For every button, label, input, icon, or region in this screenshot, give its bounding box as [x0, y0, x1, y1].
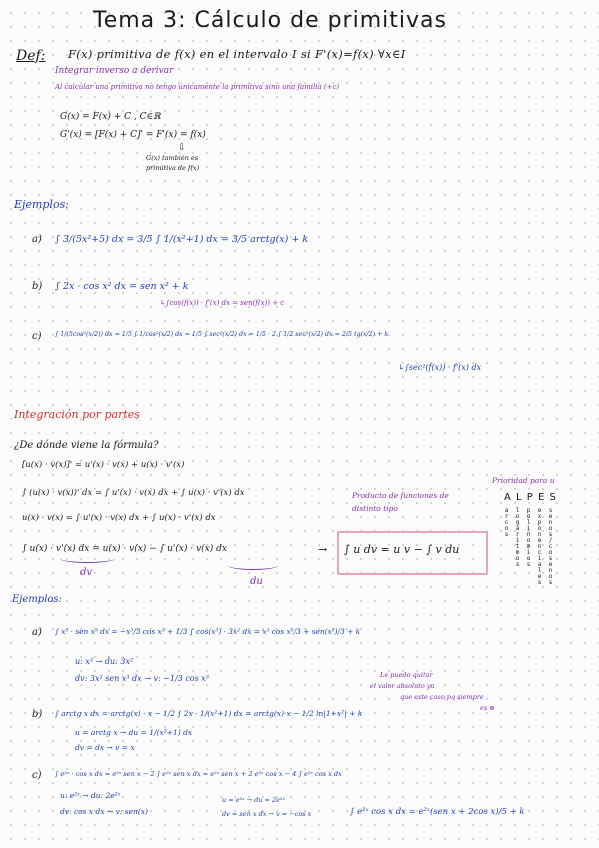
- side-note-2: distinto tipo: [352, 504, 398, 513]
- definition-note-2: Al calcular una primitiva no tengo únicamente la primitiva sino una familia (+c): [55, 83, 340, 91]
- down-arrow-icon: ⇩: [178, 143, 186, 153]
- ex2-c-formula: ∫ e²ˣ · cos x dx = e²ˣ sen x − 2 ∫ e²ˣ sen x dx = e²ˣ sen x + 2 e²ˣ cos x − 4 ∫ e²ˣ cos x dx: [55, 770, 342, 778]
- priority-title: Prioridad para u: [492, 476, 555, 485]
- dv-brace: [60, 554, 115, 563]
- priority-col-polinomios: polinomios: [525, 507, 532, 567]
- example-b-note: ↳∫cos(f(x)) · f'(x) dx = sen(f(x)) + c: [160, 299, 285, 307]
- page-title: Tema 3: Cálculo de primitivas: [93, 8, 447, 33]
- ex2-a-dv: dv: 3x² sen x³ dx → v: −1/3 cos x³: [75, 674, 209, 683]
- ex2-c-u2: u = e²ˣ → du = 2e²ˣ: [222, 796, 285, 804]
- parts-line-3: u(x) · v(x) = ∫ u'(x) · v(x) dx + ∫ u(x) · v'(x) dx: [22, 513, 216, 523]
- parts-heading: Integración por partes: [14, 408, 140, 421]
- g-note-1: G(x) también es: [146, 154, 199, 162]
- ex2-c-dv2: dv = sen x dx → v = −cos x: [222, 810, 312, 818]
- ex2-a-formula: ∫ x⁵ · sen x³ dx = −x³/3 cos x³ + 1/3 ∫ cos(x³) · 3x² dx = x³ cos x³/3 + sen(x³)/3 + k: [55, 627, 361, 636]
- example-c-formula: ∫ 1/(5cos²(x/2)) dx = 1/5 ∫ 1/cos²(x/2) dx = 1/5 ∫ sec²(x/2) dx = 1/5 · 2 ∫ 1/2 sec²(x/2) dx = 2/5 tg(x/2) + k: [55, 331, 389, 338]
- ex2-a-u: u: x³ → du: 3x²: [75, 657, 134, 666]
- examples-heading: Ejemplos:: [14, 198, 69, 211]
- dv-label: dv: [80, 567, 93, 578]
- arrow-icon: →: [318, 543, 328, 556]
- example-a-label: a): [32, 234, 42, 245]
- examples2-heading: Ejemplos:: [12, 594, 62, 605]
- parts-question: ¿De dónde viene la fórmula?: [14, 440, 159, 451]
- example-b-label: b): [32, 281, 43, 292]
- definition-note-1: Integrar inverso a derivar: [55, 66, 174, 76]
- ex2-b-note-4: es ⊕: [480, 704, 495, 712]
- ex2-b-note-2: el valor absoluto ya: [370, 682, 435, 690]
- g-note-2: primitiva de f(x): [146, 164, 200, 172]
- side-note-1: Producto de funciones de: [352, 491, 449, 500]
- example-b-formula: ∫ 2x · cos x² dx = sen x² + k: [55, 281, 189, 292]
- priority-col-arcos: arcos: [503, 507, 510, 537]
- ex2-b-u: u = arctg x → du = 1/(x²+1) dx: [75, 728, 193, 737]
- g-line: G(x) = F(x) + C , C∈ℝ: [60, 112, 161, 122]
- priority-col-logaritmos: logaritmos: [514, 507, 521, 567]
- priority-letters: A L P E S: [504, 492, 557, 503]
- ex2-c-result: ∫ e²ˣ cos x dx = e²ˣ(sen x + 2cos x)/5 + k: [350, 807, 525, 817]
- du-label: du: [250, 576, 263, 587]
- boxed-formula: ∫ u dv = u v − ∫ v du: [344, 543, 460, 556]
- g-prime-line: G'(x) = [F(x) + C]' = F'(x) = f(x): [60, 130, 206, 140]
- ex2-b-note-1: Le puedo quitar: [380, 671, 433, 679]
- example-a-formula: ∫ 3/(5x²+5) dx = 3/5 ∫ 1/(x²+1) dx = 3/5 arctg(x) + k: [55, 234, 309, 245]
- parts-line-4: ∫ u(x) · v'(x) dx = u(x) · v(x) − ∫ u'(x) · v(x) dx: [22, 544, 227, 554]
- parts-line-2: ∫ (u(x) · v(x))' dx = ∫ u'(x) · v(x) dx + ∫ u(x) · v'(x) dx: [22, 488, 245, 498]
- ex2-c-dv: dv: cos x dx → v: sen(x): [60, 807, 148, 816]
- priority-col-senos-cosenos: senos/cosenos: [547, 507, 554, 585]
- ex2-b-formula: ∫ arctg x dx = arctg(x) · x − 1/2 ∫ 2x · 1/(x²+1) dx = arctg(x)·x − 1/2 ln|1+x²| + k: [55, 709, 363, 718]
- du-brace: [228, 561, 278, 570]
- ex2-a-label: a): [32, 627, 42, 638]
- priority-col-exponenciales: exponenciales: [536, 507, 543, 585]
- ex2-b-note-3: que este caso pq siempre: [400, 693, 484, 701]
- ex2-b-dv: dv = dx → v = x: [75, 743, 135, 752]
- example-c-label: c): [32, 331, 42, 342]
- ex2-c-u: u: e²ˣ → du: 2e²ˣ: [60, 791, 121, 800]
- ex2-b-label: b): [32, 709, 43, 720]
- ex2-c-label: c): [32, 770, 42, 781]
- parts-line-1: [u(x) · v(x)]' = u'(x) · v(x) + u(x) · v'(x): [22, 460, 185, 470]
- definition-label: Def:: [16, 48, 46, 64]
- definition-text: F(x) primitiva de f(x) en el intervalo I si F'(x)=f(x) ∀x∈I: [68, 47, 406, 61]
- example-c-note: ↳∫sec²(f(x)) · f'(x) dx: [398, 363, 482, 372]
